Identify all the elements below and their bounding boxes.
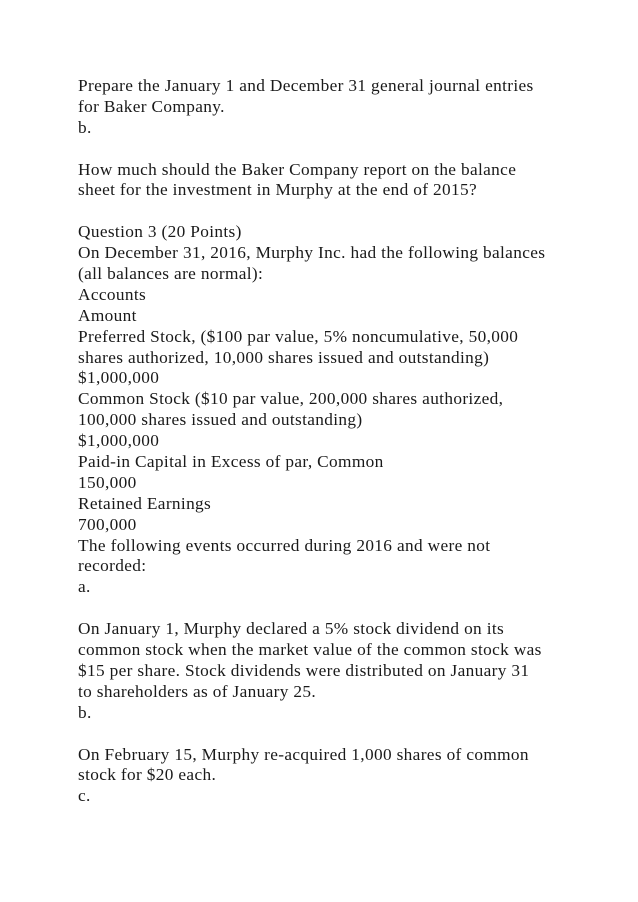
question-heading: Question 3 (20 Points) [78,222,242,242]
text-line: recorded: [78,556,147,576]
text-line: On February 15, Murphy re-acquired 1,000 shares of common [78,744,529,764]
text-line: The following events occurred during 2016 and were not [78,535,491,555]
document-body [78,76,618,807]
list-marker: a. [78,577,91,597]
text-line: How much should the Baker Company report on the balance [78,159,517,179]
list-marker: b. [78,117,92,137]
account-amount: $1,000,000 [78,431,160,451]
blank-line [78,201,618,222]
text-line: $15 per share. Stock dividends were distributed on January 31 [78,660,530,680]
account-name: Preferred Stock, ($100 par value, 5% noncumulative, 50,000 [78,326,519,346]
account-amount: 700,000 [78,514,137,534]
account-name: 100,000 shares issued and outstanding) [78,410,363,430]
account-name: Common Stock ($10 par value, 200,000 shares authorized, [78,389,504,409]
text-line: On January 1, Murphy declared a 5% stock dividend on its [78,619,505,639]
text-line: to shareholders as of January 25. [78,681,317,701]
text-line: common stock when the market value of the common stock was [78,640,542,660]
blank-line [78,139,618,160]
blank-line [78,598,618,619]
account-name: shares authorized, 10,000 shares issued and outstanding) [78,347,490,367]
text-line: (all balances are normal): [78,264,264,284]
account-name: Paid-in Capital in Excess of par, Common [78,452,384,472]
text-line: for Baker Company. [78,96,225,116]
text-line: On December 31, 2016, Murphy Inc. had the following balances [78,243,546,263]
column-header-accounts: Accounts [78,284,147,304]
column-header-amount: Amount [78,305,137,325]
account-name: Retained Earnings [78,493,212,513]
text-line: Prepare the January 1 and December 31 general journal entries [78,76,534,95]
account-amount: 150,000 [78,472,137,492]
text-line: sheet for the investment in Murphy at the end of 2015? [78,180,477,200]
list-marker: b. [78,702,92,722]
account-amount: $1,000,000 [78,368,160,388]
list-marker: c. [78,786,91,806]
text-line: stock for $20 each. [78,765,217,785]
blank-line [78,724,618,745]
